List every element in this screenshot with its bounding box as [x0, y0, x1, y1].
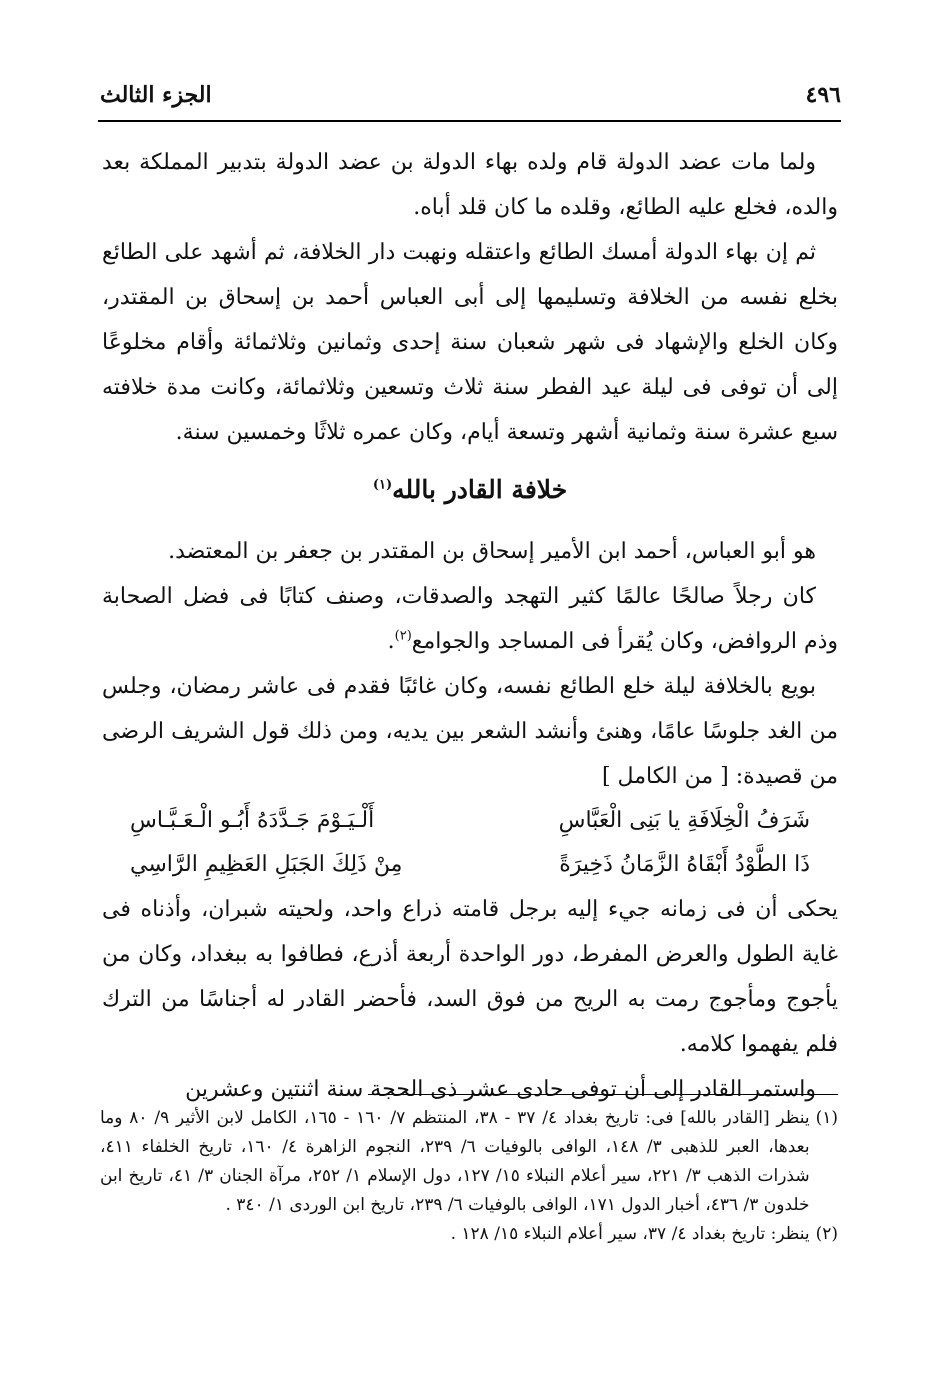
footnote-2 [100, 1220, 838, 1249]
paragraph-4-text: كان رجلاً صالحًا عالمًا كثير التهجد والصدقات، وصنف كتابًا فى فضل الصحابة وذم الروافض، وكان يُقرأ فى المساجد والجوامع [102, 584, 838, 654]
paragraph-4 [102, 574, 838, 664]
verse-line-1 [102, 799, 838, 843]
verse-2-first-hemistich: ذَا الطَّوْدُ أَبْقَاهُ الزَّمَانُ ذَخِيرَةً [559, 852, 810, 877]
section-heading [102, 467, 838, 513]
main-text [102, 140, 838, 1112]
footnote-2-number: (٢) [815, 1224, 838, 1244]
header-divider [98, 120, 841, 122]
footnote-divider [368, 1094, 838, 1095]
page-header [100, 70, 841, 120]
paragraph-3: هو أبو العباس، أحمد ابن الأمير إسحاق بن المقتدر بن جعفر بن المعتضد. [168, 539, 816, 564]
verse-1-second-hemistich: أَلْـيَـوْمَ جَـدَّدَهُ أَبُـو الْـعَـبَّـاسِ [130, 808, 375, 833]
paragraph-1: ولما مات عضد الدولة قام ولده بهاء الدولة بن عضد الدولة بتدبير المملكة بعد والده، فخلع عليه الطائع، وقلده ما كان قلد أباه. [102, 150, 838, 220]
page-number: ٤٩٦ [805, 82, 841, 108]
footnote-ref-1[interactable]: (١) [372, 477, 393, 493]
paragraph-7: واستمر القادر إلى أن توفى حادى عشر ذى الحجة سنة اثنتين وعشرين [185, 1077, 816, 1102]
volume-title: الجزء الثالث [100, 82, 212, 108]
verse-2-second-hemistich: مِنْ ذَلِكَ الجَبَلِ العَظِيمِ الرَّاسِي [130, 852, 403, 877]
paragraph-2: ثم إن بهاء الدولة أمسك الطائع واعتقله ونهبت دار الخلافة، ثم أشهد على الطائع بخلع نفسه من الخلافة وتسليمها إلى أبى العباس أحمد بن إسحاق بن المقتدر، وكان الخلع والإشهاد فى شهر شعبان سنة إحدى وثمانين وثلاثمائة وأقام مخلوعًا إلى أن توفى فى ليلة عيد الفطر سنة ثلاث وتسعين وثلاثمائة، وكانت مدة خلافته سبع عشرة سنة وثمانية أشهر وتسعة أيام، وكان عمره ثلاثًا وخمسين سنة. [102, 240, 838, 445]
section-heading-text: خلافة القادر بالله [392, 475, 568, 504]
footnote-1-number: (١) [815, 1108, 838, 1128]
footnotes [100, 1104, 838, 1249]
verse-line-2 [102, 843, 838, 887]
paragraph-4-end: . [387, 629, 395, 654]
footnote-1-text: ينظر [القادر بالله] فى: تاريخ بغداد ٤/ ٣٧ - ٣٨، المنتظم ٧/ ١٦٠ - ١٦٥، الكامل لابن الأثير ٩/ ٨٠ وما بعدها، العبر للذهبى ٣/ ١٤٨، الوافى بالوفيات ٦/ ٢٣٩، النجوم الزاهرة ٤/ ١٦٠، تاريخ الخلفاء ٤١١، شذرات الذهب ٣/ ٢٢١، سير أعلام النبلاء ١٥/ ١٢٧، دول الإسلام ١/ ٢٥٢، مرآة الجنان ٣/ ٤١، تاريخ ابن خلدون ٣/ ٤٣٦، أخبار الدول ١٧١، الوافى بالوفيات ٦/ ٢٣٩، تاريخ ابن الوردى ١/ ٣٤٠ . [100, 1108, 810, 1215]
footnote-ref-2[interactable]: (٢) [394, 628, 412, 644]
paragraph-5: بويع بالخلافة ليلة خلع الطائع نفسه، وكان غائبًا فقدم فى عاشر رمضان، وجلس من الغد جلوسًا عامًا، وهنئ وأنشد الشعر بين يديه، ومن ذلك قول الشريف الرضى من قصيدة: [ من الكامل ] [102, 674, 838, 789]
footnote-1 [100, 1104, 838, 1220]
footnote-2-text: ينظر: تاريخ بغداد ٤/ ٣٧، سير أعلام النبلاء ١٥/ ١٢٨ . [450, 1224, 810, 1244]
paragraph-6: يحكى أن فى زمانه جيء إليه برجل قامته ذراع واحد، ولحيته شبران، وأذناه فى غاية الطول والعرض المفرط، دور الواحدة أربعة أذرع، فطافوا به ببغداد، وكان من يأجوج ومأجوج رمت به الريح من فوق السد، فأحضر القادر له أجناسًا من الترك فلم يفهموا كلامه. [102, 897, 838, 1057]
verse-1-first-hemistich: شَرَفُ الْخِلَافَةِ يا بَنِى الْعَبَّاسِ [558, 808, 810, 833]
